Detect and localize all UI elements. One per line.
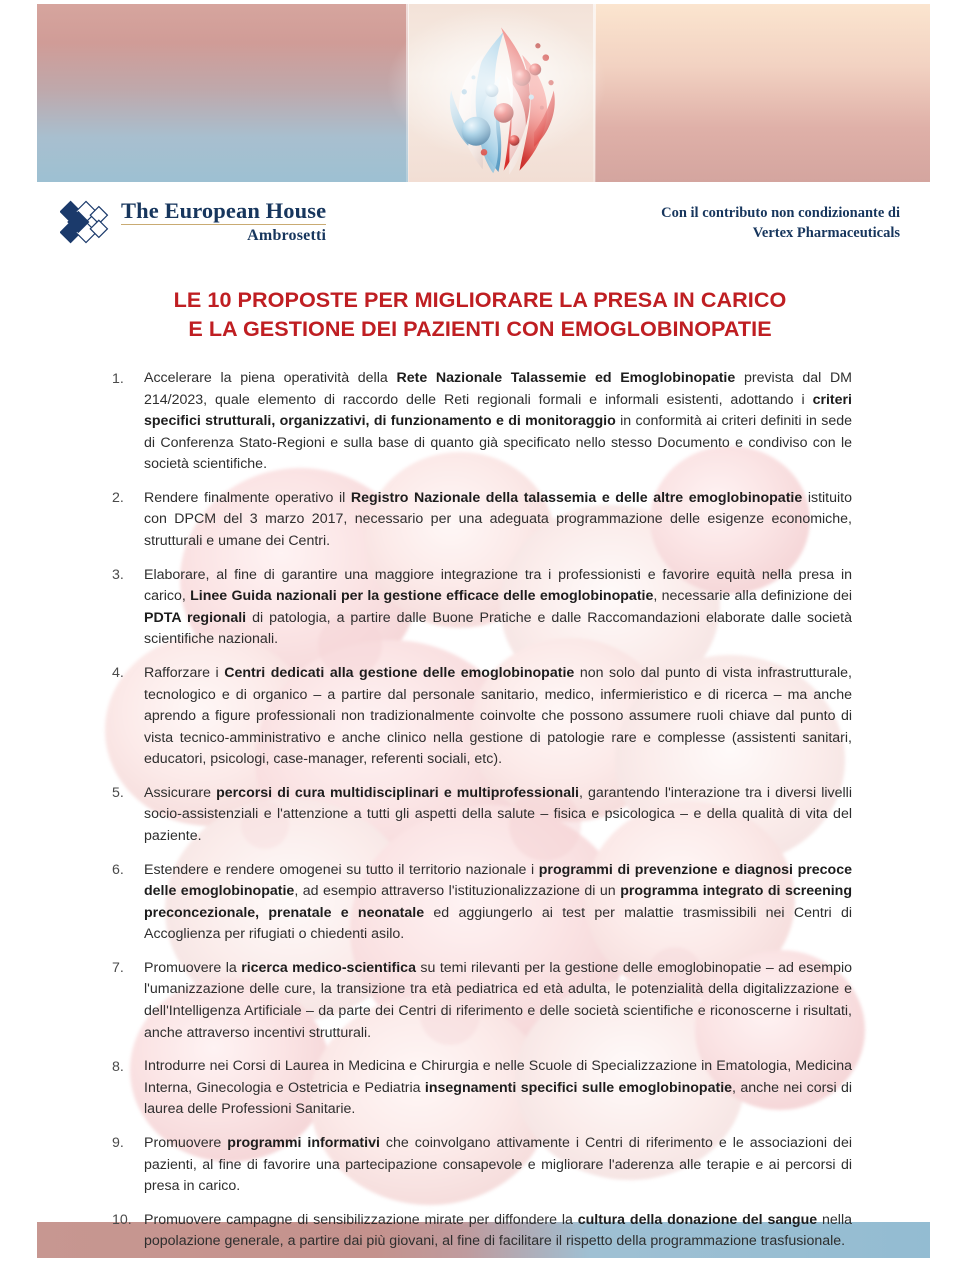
proposal-item xyxy=(112,1056,852,1121)
proposal-number: 10. xyxy=(112,1212,132,1229)
proposal-text: Elaborare, al fine di garantire una maggiore integrazione tra i professionisti e favorire equità nella presa in carico, Linee Guida nazionali per la gestione efficace delle emoglobinopatie, necessarie alla definizione dei PDTA regionali di patologia, a partire dalle Buone Pratiche e dalle Raccomandazioni elaborate dalle società scientifiche nazionali. xyxy=(144,566,852,648)
proposal-item xyxy=(112,860,852,946)
proposal-text: Rendere finalmente operativo il Registro Nazionale della talassemia e delle altre emoglobinopatie istituito con DPCM del 3 marzo 2017, necessario per una adeguata programmazione delle esigenze economiche, strutturali e umane dei Centri. xyxy=(144,489,852,550)
proposal-text: Promuovere la ricerca medico-scientifica su temi rilevanti per la gestione delle emoglobinopatie – ad esempio l'umanizzazione delle cure, la transizione tra età pediatrica ed età adulta, le potenzialità della digitalizzazione e dell'Intelligenza Artificiale – da parte dei Centri di riferimento e delle società scientifiche e riconoscerne i risultati, anche attraverso incentivi strutturali. xyxy=(144,959,852,1041)
proposal-text: Promuovere campagne di sensibilizzazione mirate per diffondere la cultura della donazione del sangue nella popolazione generale, a partire dai più giovani, al fine di facilitare il rispetto della programmazione trasfusionale. xyxy=(144,1211,852,1250)
proposal-item xyxy=(112,488,852,553)
sponsor-credit xyxy=(661,203,900,243)
proposal-item xyxy=(112,663,852,771)
proposal-text: Promuovere programmi informativi che coinvolgano attivamente i Centri di riferimento e le associazioni dei pazienti, al fine di favorire una partecipazione consapevole e migliorare l'aderenza alle terapie e ai percorsi di presa in carico. xyxy=(144,1134,852,1195)
proposal-text: Accelerare la piena operatività della Rete Nazionale Talassemie ed Emoglobinopatie prevista dal DM 214/2023, quale elemento di raccordo delle Reti regionali formali e informali esistenti, adottando i criteri specifici strutturali, organizzativi, di funzionamento e di monitoraggio in conformità ai criteri definiti in sede di Conferenza Stato-Regioni e sulla base di quanto già specificato nello stesso Documento e condiviso con le società scientifiche. xyxy=(144,370,853,473)
page-title xyxy=(80,286,880,343)
proposal-item xyxy=(112,958,852,1044)
proposals-list xyxy=(112,368,852,1253)
logo-line-european-house: The European House xyxy=(121,199,326,226)
proposal-number: 6. xyxy=(112,862,124,879)
sponsor-credit-line1: Con il contributo non condizionante di xyxy=(661,205,900,221)
proposal-number: 7. xyxy=(112,960,124,977)
ambrosetti-logo xyxy=(60,198,326,246)
proposal-item xyxy=(112,565,852,651)
proposal-number: 8. xyxy=(112,1058,124,1075)
page-title-line2: E LA GESTIONE DEI PAZIENTI CON EMOGLOBINOPATIE xyxy=(188,315,772,341)
proposal-number: 5. xyxy=(112,785,124,802)
proposal-text: Rafforzare i Centri dedicati alla gestione delle emoglobinopatie non solo dal punto di vista infrastrutturale, tecnologico e di organico – a partire dal personale sanitario, medico, infermieristico e di ricerca – ma anche aprendo a figure professionali non tradizionalmente coinvolte che possono assumere ruoli chiave dal punto di vista tecnico-amministrativo e anche clinico nella gestione di patologie rare e complesse (assistenti sanitari, educatori, psicologi, case-manager, referenti sociali, etc). xyxy=(144,664,852,768)
proposal-item xyxy=(112,1133,852,1198)
brand-row xyxy=(60,198,900,260)
proposal-item xyxy=(112,783,852,848)
logo-line-ambrosetti: Ambrosetti xyxy=(247,227,327,245)
proposal-number: 2. xyxy=(112,490,124,507)
page-title-line1: LE 10 PROPOSTE PER MIGLIORARE LA PRESA IN CARICO xyxy=(173,287,787,312)
sponsor-credit-line2: Vertex Pharmaceuticals xyxy=(752,225,900,241)
proposal-item xyxy=(112,1210,852,1253)
ambrosetti-logo-text xyxy=(121,199,326,246)
ambrosetti-logo-mark-icon xyxy=(60,198,112,246)
proposal-item xyxy=(112,368,852,476)
proposal-text: Assicurare percorsi di cura multidisciplinari e multiprofessionali, garantendo l'interazione tra i diversi livelli socio-assistenziali e l'attenzione a tutti gli aspetti della salute – fisica e psicologica – e della qualità di vita del paziente. xyxy=(144,784,852,844)
proposal-number: 1. xyxy=(112,370,124,387)
proposal-number: 3. xyxy=(112,567,124,584)
proposal-text: Introdurre nei Corsi di Laurea in Medicina e Chirurgia e nelle Scuole di Specializzazione in Ematologia, Medicina Interna, Ginecologia e Ostetricia e Pediatria insegnamenti specifici sulle emoglobinopatie, anche nei corsi di laurea delle Professioni Sanitarie. xyxy=(144,1058,852,1118)
proposal-number: 9. xyxy=(112,1135,124,1152)
proposal-number: 4. xyxy=(112,665,124,682)
proposal-text: Estendere e rendere omogenei su tutto il territorio nazionale i programmi di prevenzione e diagnosi precoce delle emoglobinopatie, ad esempio attraverso l'istituzionalizzazione di un programma integrato di screening preconcezionale, prenatale e neonatale ed aggiungerlo ai test per malattie trasmissibili nei Centri di Accoglienza per rifugiati o chiedenti asilo. xyxy=(144,861,853,943)
